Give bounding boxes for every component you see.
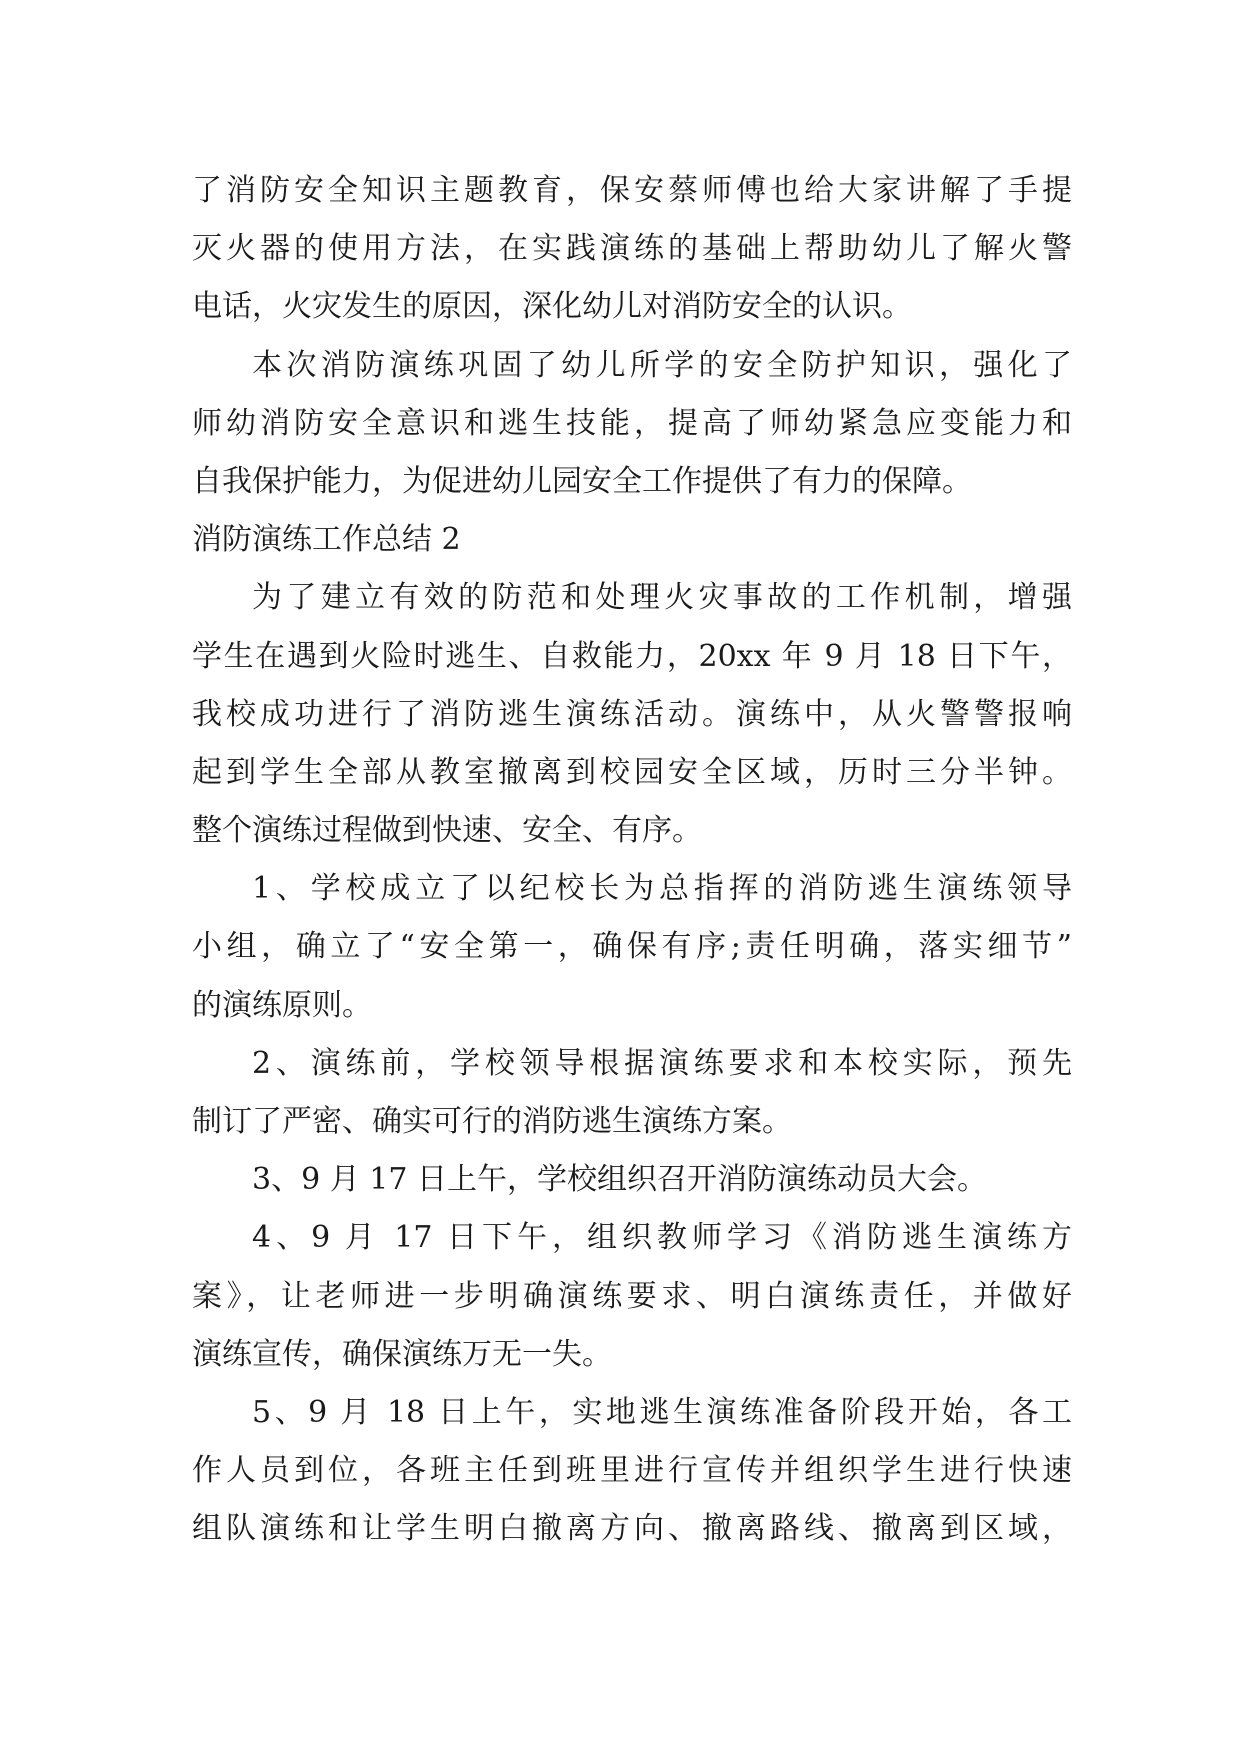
section-heading: 消防演练工作总结 2 bbox=[192, 522, 461, 558]
text-line: 制订了严密、确实可行的消防逃生演练方案。 bbox=[192, 1104, 792, 1139]
text-line: 演练宣传，确保演练万无一失。 bbox=[192, 1336, 612, 1372]
text-line: 整个演练过程做到快速、安全、有序。 bbox=[192, 813, 702, 849]
text-line: 电话，火灾发生的原因，深化幼儿对消防安全的认识。 bbox=[192, 289, 912, 325]
text-line: 4、9 月 17 日下午，组织教师学习《消防逃生演练方 bbox=[252, 1220, 1072, 1256]
text-line: 案》，让老师进一步明确演练要求、明白演练责任，并做好 bbox=[192, 1278, 1072, 1314]
text-line: 小组，确立了“安全第一，确保有序;责任明确，落实细节” bbox=[192, 929, 1072, 965]
text-line: 本次消防演练巩固了幼儿所学的安全防护知识，强化了 bbox=[252, 347, 1072, 383]
text-line: 起到学生全部从教室撤离到校园安全区域，历时三分半钟。 bbox=[192, 754, 1072, 790]
text-line: 师幼消防安全意识和逃生技能，提高了师幼紧急应变能力和 bbox=[192, 405, 1072, 441]
text-line: 为了建立有效的防范和处理火灾事故的工作机制，增强 bbox=[252, 580, 1072, 616]
text-line: 了消防安全知识主题教育，保安蔡师傅也给大家讲解了手提 bbox=[192, 173, 1072, 208]
text-line: 1、学校成立了以纪校长为总指挥的消防逃生演练领导 bbox=[252, 871, 1072, 907]
text-line: 作人员到位，各班主任到班里进行宣传并组织学生进行快速 bbox=[192, 1453, 1072, 1489]
text-line: 5、9 月 18 日上午，实地逃生演练准备阶段开始，各工 bbox=[252, 1394, 1072, 1430]
text-line: 的演练原则。 bbox=[192, 987, 372, 1023]
text-line: 灭火器的使用方法，在实践演练的基础上帮助幼儿了解火警 bbox=[192, 231, 1072, 267]
text-line: 2、演练前，学校领导根据演练要求和本校实际，预先 bbox=[252, 1045, 1072, 1081]
text-line: 学生在遇到火险时逃生、自救能力，20xx 年 9 月 18 日下午， bbox=[192, 638, 1072, 674]
text-line: 我校成功进行了消防逃生演练活动。演练中，从火警警报响 bbox=[192, 696, 1072, 732]
text-line: 3、9 月 17 日上午，学校组织召开消防演练动员大会。 bbox=[252, 1162, 987, 1198]
text-line: 组队演练和让学生明白撤离方向、撤离路线、撤离到区域， bbox=[192, 1511, 1072, 1547]
text-line: 自我保护能力，为促进幼儿园安全工作提供了有力的保障。 bbox=[192, 463, 972, 499]
document-body bbox=[192, 162, 1072, 1559]
